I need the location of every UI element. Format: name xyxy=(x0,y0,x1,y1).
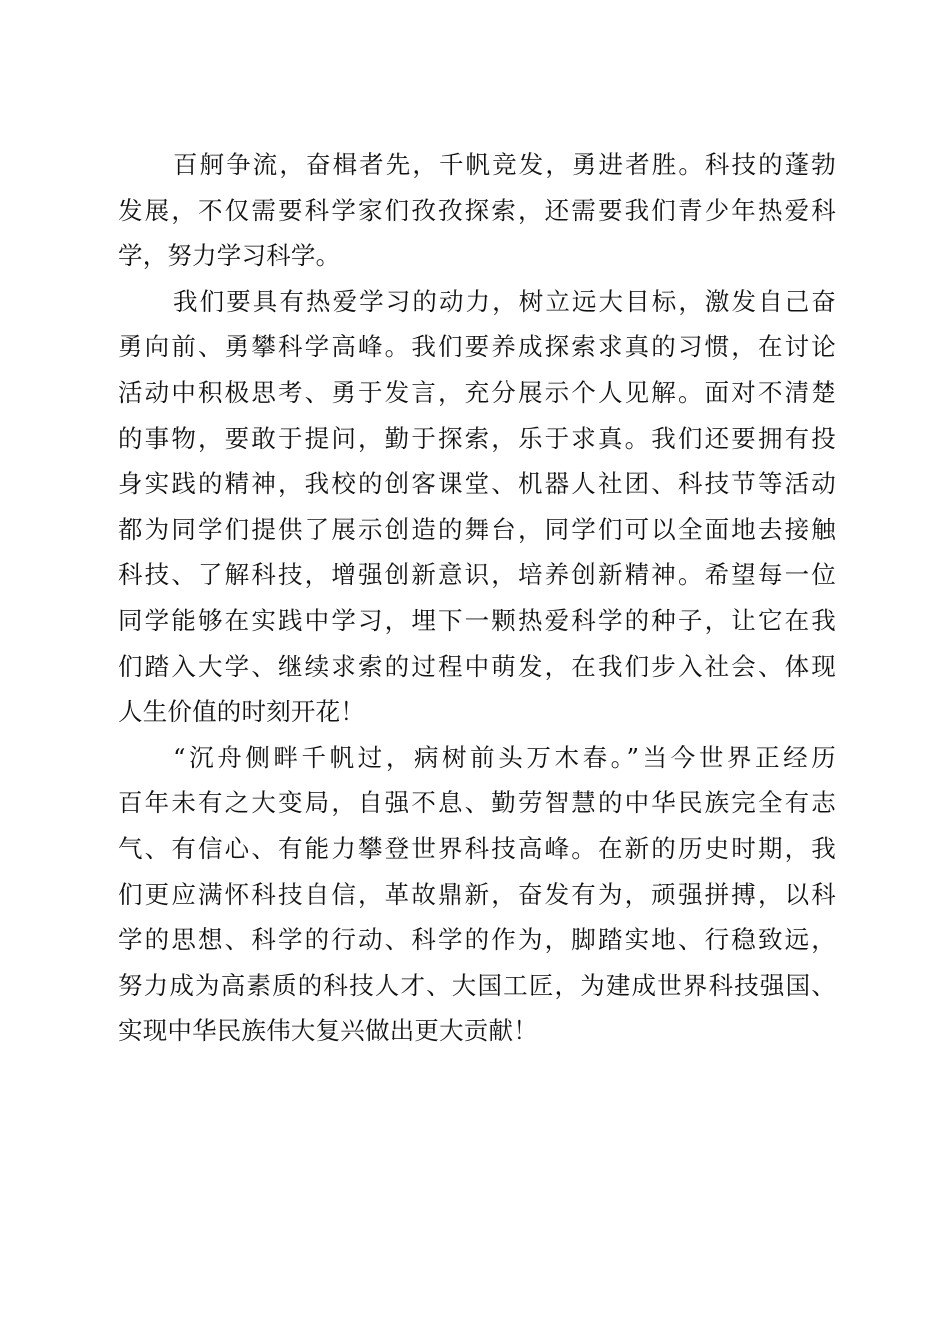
paragraph-line: 学的思想、科学的行动、科学的作为，脚踏实地、行稳致远， xyxy=(118,925,836,955)
paragraph-line: 气、有信心、有能力攀登世界科技高峰。在新的历史时期，我 xyxy=(118,833,836,863)
paragraph-line: 努力成为高素质的科技人才、大国工匠，为建成世界科技强国、 xyxy=(118,970,836,1000)
paragraph-line: 都为同学们提供了展示创造的舞台，同学们可以全面地去接触 xyxy=(118,514,836,544)
paragraph-line: 发展，不仅需要科学家们孜孜探索，还需要我们青少年热爱科 xyxy=(118,195,836,225)
paragraph-line: “沉舟侧畔千帆过，病树前头万木春。”当今世界正经历 xyxy=(173,742,836,772)
paragraph-line: 活动中积极思考、勇于发言，充分展示个人见解。面对不清楚 xyxy=(118,377,836,407)
paragraph-line: 身实践的精神，我校的创客课堂、机器人社团、科技节等活动 xyxy=(118,469,836,499)
paragraph-line: 我们要具有热爱学习的动力，树立远大目标，激发自己奋 xyxy=(173,286,836,316)
paragraph-line: 百年未有之大变局，自强不息、勤劳智慧的中华民族完全有志 xyxy=(118,788,836,818)
body-text xyxy=(118,142,836,1054)
paragraph-line: 们更应满怀科技自信，革故鼎新，奋发有为，顽强拼搏，以科 xyxy=(118,879,836,909)
paragraph-line: 实现中华民族伟大复兴做出更大贡献！ xyxy=(118,1016,538,1046)
paragraph-line: 勇向前、勇攀科学高峰。我们要养成探索求真的习惯，在讨论 xyxy=(118,332,836,362)
paragraph-line: 人生价值的时刻开花！ xyxy=(118,697,365,727)
paragraph-line: 的事物，要敢于提问，勤于探索，乐于求真。我们还要拥有投 xyxy=(118,423,836,453)
paragraph-3 xyxy=(118,735,836,1054)
paragraph-line: 同学能够在实践中学习，埋下一颗热爱科学的种子，让它在我 xyxy=(118,605,836,635)
paragraph-2 xyxy=(118,279,836,735)
paragraph-line: 科技、了解科技，增强创新意识，培养创新精神。希望每一位 xyxy=(118,560,836,590)
paragraph-line: 学，努力学习科学。 xyxy=(118,241,341,271)
paragraph-line: 百舸争流，奋楫者先，千帆竞发，勇进者胜。科技的蓬勃 xyxy=(173,150,836,179)
paragraph-line: 们踏入大学、继续求索的过程中萌发，在我们步入社会、体现 xyxy=(118,651,836,681)
paragraph-1 xyxy=(118,142,836,279)
